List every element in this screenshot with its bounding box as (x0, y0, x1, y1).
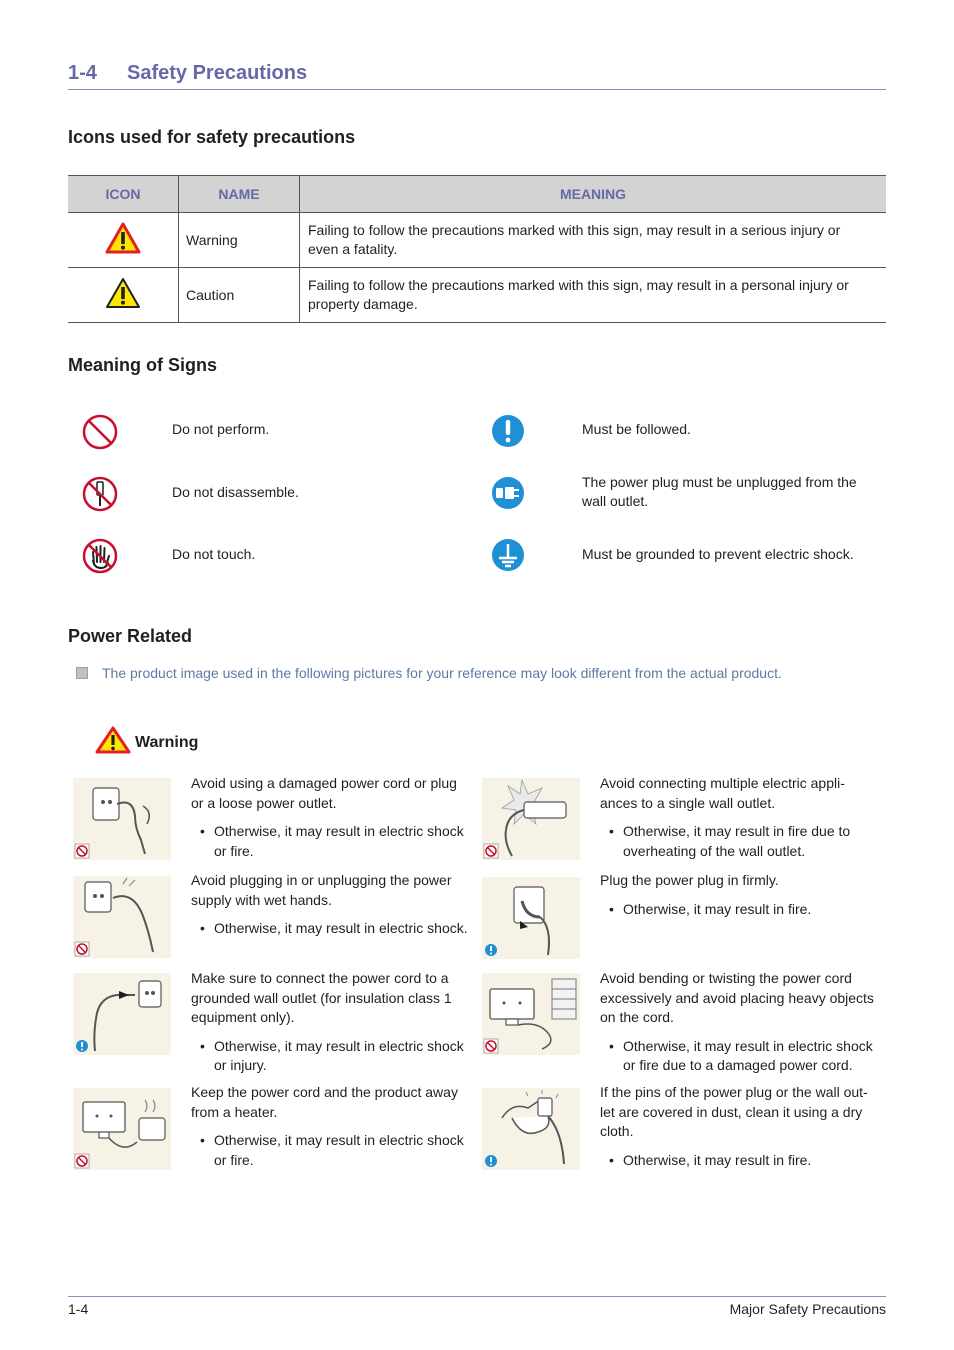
sign-text: Must be grounded to prevent electric shock. (582, 546, 854, 562)
sign-text: Must be followed. (582, 421, 691, 437)
item-bullet: • Otherwise, it may result in electric shock or fire. (191, 1131, 471, 1170)
item-bullet: • Otherwise, it may result in electric shock or fire due to a damaged power cord. (600, 1037, 880, 1076)
item-bullet: • Otherwise, it may result in electric shock or fire. (191, 822, 471, 861)
section-title (68, 62, 886, 90)
illustration (73, 1088, 171, 1170)
sign-text: The power plug must be unplugged from the wall outlet. (582, 474, 857, 509)
item-bullet: • Otherwise, it may result in fire. (600, 1151, 880, 1171)
warning-triangle-red-icon (95, 726, 131, 754)
item-bullet: • Otherwise, it may result in fire due to overheating of the wall outlet. (600, 822, 880, 861)
list-item (191, 774, 471, 861)
exclamation-icon (491, 414, 525, 448)
exclamation-icon (482, 877, 580, 959)
item-text: Avoid connecting multiple electric appli-ances to a single wall outlet. (600, 775, 845, 811)
list-item (191, 871, 471, 939)
list-item (191, 969, 471, 1076)
prohibited-icon (82, 414, 118, 450)
table-header-row (68, 176, 886, 213)
illustration (73, 876, 171, 958)
illustration (482, 778, 580, 860)
warning-triangle-red-icon (105, 222, 141, 254)
ground-icon (491, 538, 525, 572)
footer-divider (68, 1296, 886, 1297)
list-item (600, 871, 880, 919)
column-header: MEANING (300, 176, 887, 213)
prohibited-icon (482, 973, 580, 1055)
item-text: Keep the power cord and the product away from a heater. (191, 1084, 458, 1120)
sign-text: Do not touch. (172, 546, 256, 562)
note (76, 665, 782, 681)
prohibited-icon (73, 876, 171, 958)
page-number: 1-4 (68, 1301, 89, 1317)
name-cell: Caution (179, 268, 300, 323)
meaning-cell: Failing to follow the precautions marked with this sign, may result in a serious injury or even a fatality. (300, 213, 887, 268)
power-heading: Power Related (68, 626, 193, 646)
illustration (482, 973, 580, 1055)
item-bullet: • Otherwise, it may result in electric shock. (191, 919, 471, 939)
illustration (482, 1088, 580, 1170)
list-item (600, 774, 880, 861)
icon-cell (68, 213, 179, 268)
unplug-icon (491, 476, 525, 510)
warning-heading (95, 726, 198, 754)
table-row (68, 213, 886, 268)
prohibited-icon (73, 1088, 171, 1170)
icons-table (68, 175, 886, 323)
prohibited-icon (482, 778, 580, 860)
item-text: Avoid plugging in or unplugging the power supply with wet hands. (191, 872, 452, 908)
item-text: Plug the power plug in firmly. (600, 872, 779, 888)
column-header: ICON (68, 176, 179, 213)
chapter-title: Major Safety Precautions (729, 1301, 886, 1317)
no-touch-icon (82, 538, 118, 574)
item-text: Make sure to connect the power cord to a grounded wall outlet (for insulation class 1 equipment only). (191, 970, 452, 1025)
item-bullet: • Otherwise, it may result in fire. (600, 900, 880, 920)
sign-text: Do not disassemble. (172, 484, 299, 500)
note-text: The product image used in the following pictures for your reference may look different from the actual product. (102, 665, 782, 681)
illustration (73, 973, 171, 1055)
sign-text: Do not perform. (172, 421, 270, 437)
column-header: NAME (179, 176, 300, 213)
note-icon (76, 667, 88, 679)
signs-heading: Meaning of Signs (68, 355, 218, 375)
illustration (73, 778, 171, 860)
no-disassemble-icon (82, 476, 118, 512)
list-item (600, 1083, 880, 1170)
prohibited-icon (73, 778, 171, 860)
name-cell: Warning (179, 213, 300, 268)
warning-label: Warning (135, 734, 199, 751)
section-title-text: Safety Precautions (127, 62, 308, 84)
caution-triangle-yellow-icon (105, 277, 141, 309)
list-item (191, 1083, 471, 1170)
list-item (600, 969, 880, 1076)
illustration (482, 877, 580, 959)
item-text: Avoid using a damaged power cord or plug or a loose power outlet. (191, 775, 457, 811)
item-text: If the pins of the power plug or the wall out-let are covered in dust, clean it using a dry cloth. (600, 1084, 868, 1139)
table-row (68, 268, 886, 323)
section-number: 1-4 (68, 62, 97, 84)
exclamation-icon (73, 973, 171, 1055)
icon-cell (68, 268, 179, 323)
icons-heading: Icons used for safety precautions (68, 127, 356, 147)
exclamation-icon (482, 1088, 580, 1170)
item-bullet: • Otherwise, it may result in electric shock or injury. (191, 1037, 471, 1076)
item-text: Avoid bending or twisting the power cord excessively and avoid placing heavy objects on the cord. (600, 970, 874, 1025)
meaning-cell: Failing to follow the precautions marked with this sign, may result in a personal injury or property damage. (300, 268, 887, 323)
